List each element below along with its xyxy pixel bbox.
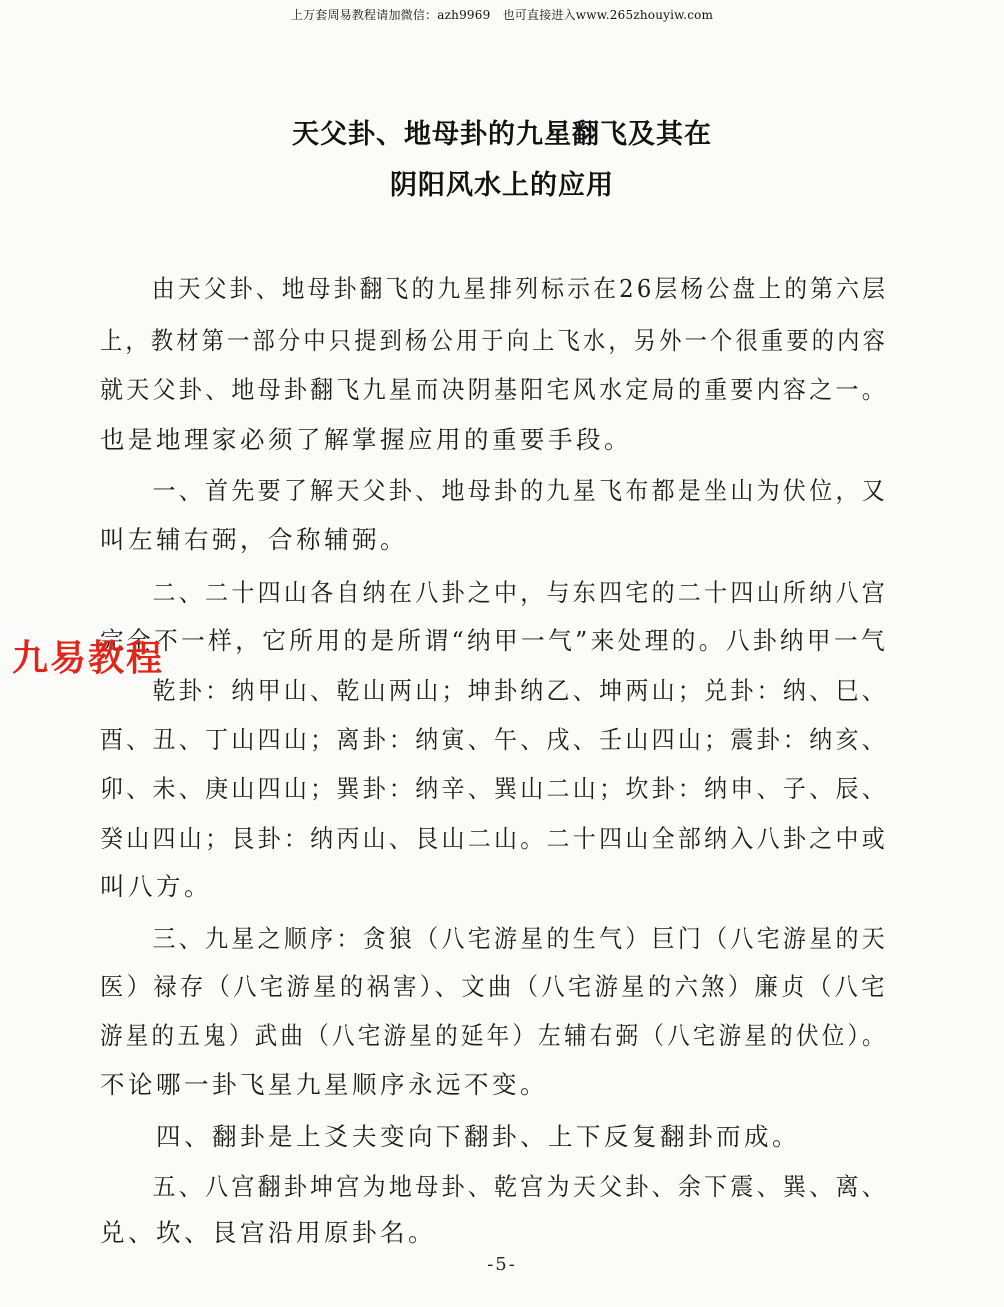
text-line-14: 三、九星之顺序：贪狼（八宅游星的生气）巨门（八宅游星的天 bbox=[100, 924, 888, 953]
title-line-1: 天父卦、地母卦的九星翻飞及其在 bbox=[292, 119, 712, 150]
page-number: -5- bbox=[487, 1254, 517, 1275]
text-line-11: 卯、未、庚山四山；巽卦：纳辛、巽山二山；坎卦：纳申、子、辰、 bbox=[100, 774, 888, 803]
text-line-13: 叫八方。 bbox=[100, 872, 212, 901]
text-line-12: 癸山四山；艮卦：纳丙山、艮山二山。二十四山全部纳入八卦之中或 bbox=[100, 824, 888, 853]
text-line-19: 五、八宫翻卦坤宫为地母卦、乾宫为天父卦、余下震、巽、离、 bbox=[100, 1172, 888, 1201]
text-line-9: 乾卦：纳甲山、乾山两山；坤卦纳乙、坤两山；兑卦：纳、巳、 bbox=[100, 676, 888, 705]
text-line-10: 酉、丑、丁山四山；离卦：纳寅、午、戌、壬山四山；震卦：纳亥、 bbox=[100, 725, 888, 754]
text-line-7: 二、二十四山各自纳在八卦之中，与东四宅的二十四山所纳八宫 bbox=[100, 578, 888, 607]
text-line-5: 一、首先要了解天父卦、地母卦的九星飞布都是坐山为伏位，又 bbox=[100, 476, 888, 505]
text-line-4: 也是地理家必须了解掌握应用的重要手段。 bbox=[100, 425, 632, 454]
header-promo-note: 上万套周易教程请加微信：azh9969 也可直接进入www.265zhouyiw.com bbox=[290, 8, 714, 22]
text-line-20: 兑、坎、艮宫沿用原卦名。 bbox=[100, 1218, 436, 1247]
title-line-2: 阴阳风水上的应用 bbox=[390, 170, 614, 201]
text-line-6: 叫左辅右弼，合称辅弼。 bbox=[100, 525, 408, 554]
text-line-8: 完全不一样，它所用的是所谓“纳甲一气”来处理的。八卦纳甲一气 bbox=[100, 626, 889, 655]
text-line-2: 上，教材第一部分中只提到杨公用于向上飞水，另外一个很重要的内容 bbox=[100, 326, 888, 355]
text-line-16: 游星的五鬼）武曲（八宅游星的延年）左辅右弼（八宅游星的伏位）。 bbox=[100, 1021, 888, 1050]
text-line-17: 不论哪一卦飞星九星顺序永远不变。 bbox=[100, 1070, 548, 1099]
text-line-1: 由天父卦、地母卦翻飞的九星排列标示在26层杨公盘上的第六层 bbox=[100, 274, 889, 303]
text-line-18: 四、翻卦是上爻夫变向下翻卦、上下反复翻卦而成。 bbox=[100, 1122, 800, 1151]
text-line-15: 医）禄存（八宅游星的祸害）、文曲（八宅游星的六煞）廉贞（八宅 bbox=[100, 972, 888, 1001]
text-line-3: 就天父卦、地母卦翻飞九星而决阴基阳宅风水定局的重要内容之一。 bbox=[100, 375, 888, 404]
watermark-logo: 九易教程 bbox=[12, 638, 165, 679]
